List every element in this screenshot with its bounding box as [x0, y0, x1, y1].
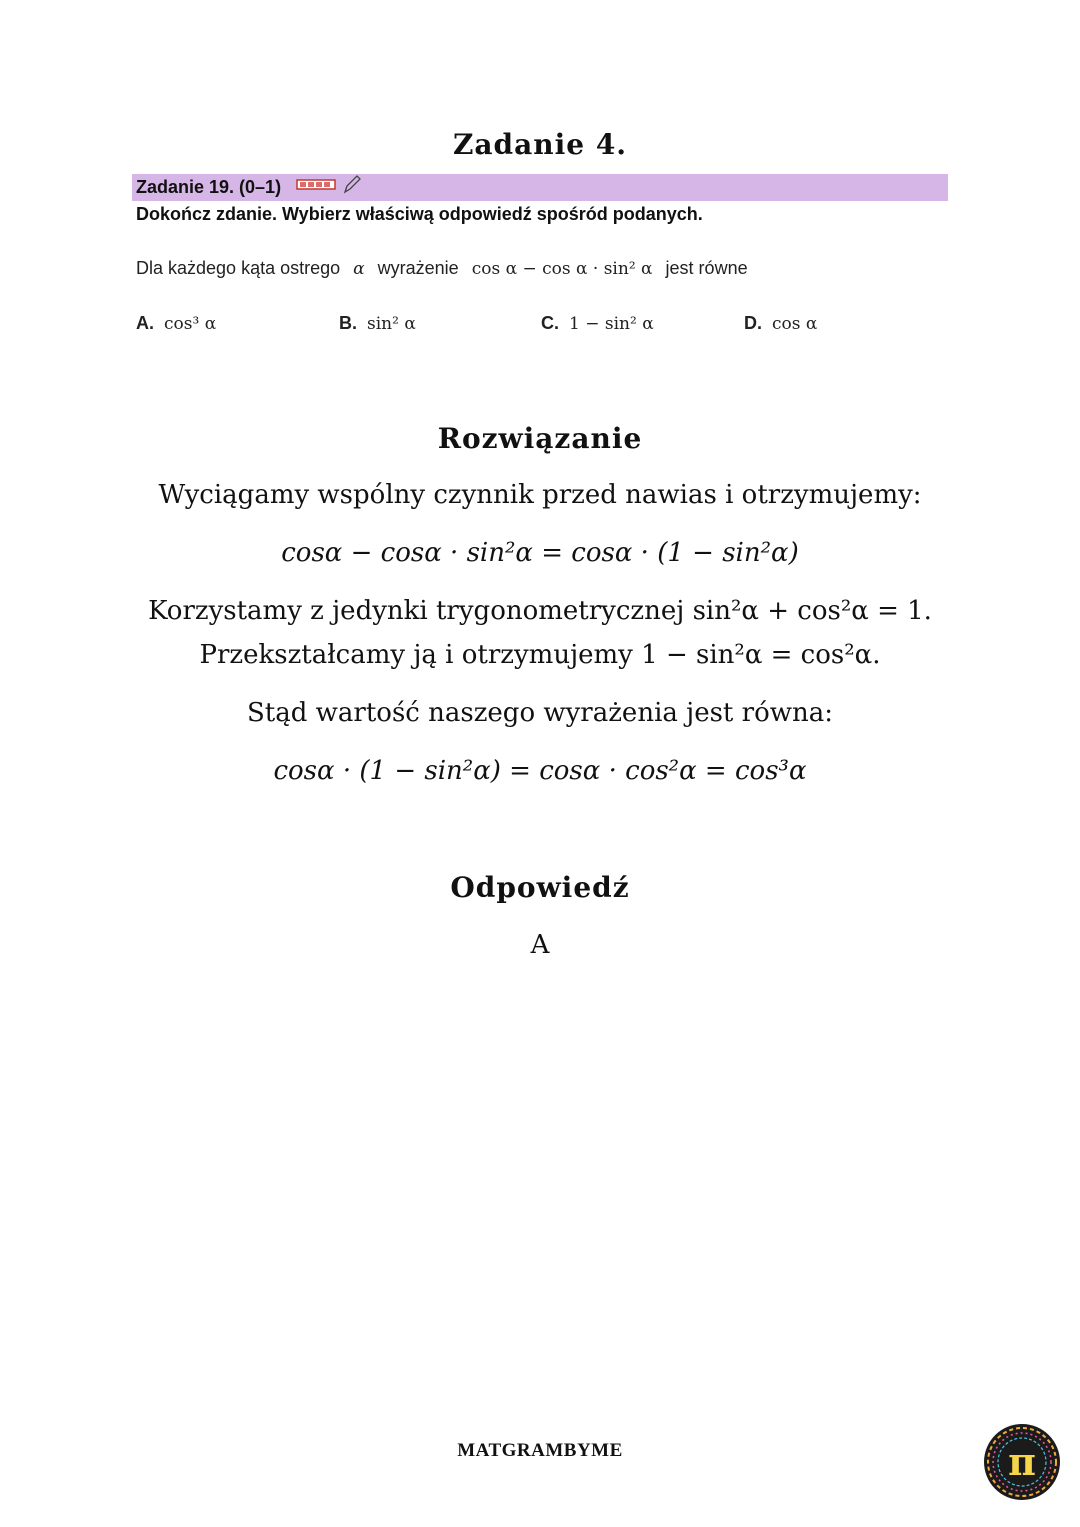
pencil-icon: [343, 174, 361, 202]
question-prefix: Dla każdego kąta ostrego: [136, 258, 341, 278]
option-letter: D.: [744, 313, 762, 333]
solution-line-2: Korzystamy z jedynki trygonometrycznej sin²α + cos²α = 1.: [148, 596, 932, 626]
option-a[interactable]: [136, 313, 216, 334]
logo-symbol: π: [1008, 1439, 1036, 1484]
solution-line-1: Wyciągamy wspólny czynnik przed nawias i otrzymujemy:: [158, 480, 922, 510]
solution-heading: Rozwiązanie: [437, 422, 643, 455]
option-d[interactable]: [744, 313, 817, 334]
question-expression: cos α − cos α · sin² α: [471, 259, 653, 279]
option-b[interactable]: [339, 313, 416, 334]
task-question: [136, 258, 748, 279]
answer-value: A: [530, 930, 550, 960]
task-header-bar: [132, 174, 948, 201]
solution-line-4: Stąd wartość naszego wyrażenia jest równa:: [247, 698, 833, 728]
answer-heading: Odpowiedź: [450, 871, 630, 904]
solution-equation-1: cosα − cosα · sin²α = cosα · (1 − sin²α): [281, 538, 799, 568]
option-value: cos³ α: [164, 314, 217, 334]
question-mid: wyrażenie: [377, 258, 459, 278]
question-variable: α: [353, 259, 365, 279]
footer-brand: MATGRAMBYME: [457, 1440, 623, 1461]
option-letter: A.: [136, 313, 154, 333]
solution-line-3: Przekształcamy ją i otrzymujemy 1 − sin²α = cos²α.: [199, 640, 881, 670]
pi-logo: [983, 1423, 1061, 1501]
task-label: Zadanie 19. (0–1): [136, 177, 282, 197]
question-suffix: jest równe: [665, 258, 748, 278]
solution-equation-2: cosα · (1 − sin²α) = cosα · cos²α = cos³α: [273, 756, 807, 786]
option-value: 1 − sin² α: [569, 314, 654, 334]
page-title: Zadanie 4.: [452, 128, 628, 161]
option-letter: C.: [541, 313, 559, 333]
option-value: sin² α: [367, 314, 416, 334]
task-instruction: Dokończ zdanie. Wybierz właściwą odpowiedź spośród podanych.: [136, 204, 703, 224]
option-value: cos α: [772, 314, 818, 334]
option-c[interactable]: [541, 313, 654, 334]
option-letter: B.: [339, 313, 357, 333]
